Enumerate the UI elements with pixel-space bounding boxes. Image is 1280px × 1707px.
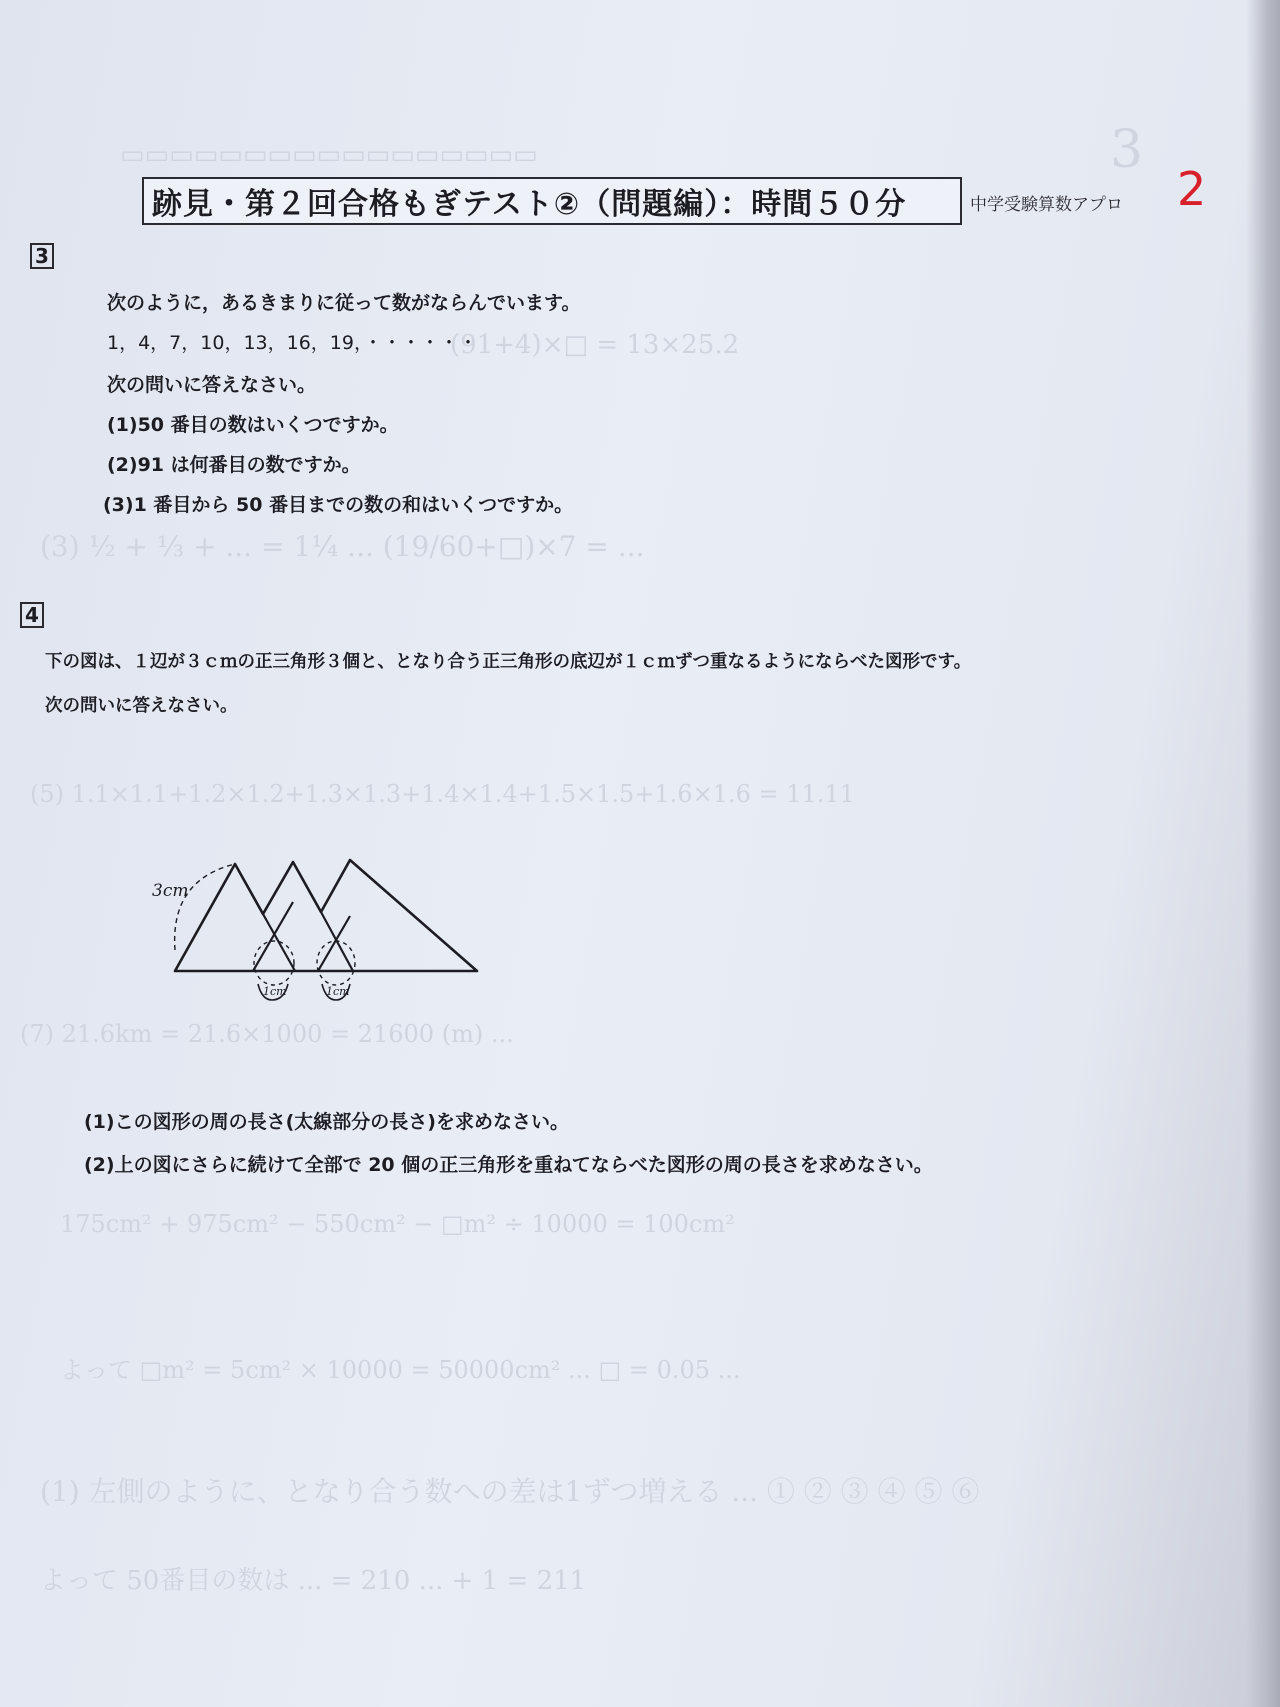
- question-3-number: 3: [30, 243, 54, 269]
- page-title-box: [142, 177, 962, 225]
- bleed-through-text: 175cm² + 975cm² − 550cm² − □m² ÷ 10000 = 100cm²: [60, 1210, 735, 1238]
- q3-item-1: (1)50 番目の数はいくつですか。: [107, 414, 399, 436]
- inner-side-2: [253, 902, 293, 971]
- bleed-through-text: (7) 21.6km = 21.6×1000 = 21600 (m) ...: [20, 1020, 514, 1048]
- bleed-through-text: よって □m² = 5cm² × 10000 = 50000cm² ... □ = 0.05 ...: [60, 1356, 741, 1384]
- q4-intro-line-1: 下の図は、１辺が３ｃｍの正三角形３個と、となり合う正三角形の底辺が１ｃｍずつ重なるようにならべた図形です。: [45, 652, 972, 672]
- side-dimension-arc: [175, 864, 235, 950]
- overlap-length-label-1: 1cm: [263, 985, 287, 998]
- question-4-number: 4: [20, 602, 44, 628]
- page-title: 跡見・第２回合格もぎテスト②（問題編）：時間５０分: [152, 187, 907, 222]
- bleed-through-text: (3) ½ + ⅓ + ... = 1¼ ... (19/60+□)×7 = ...: [40, 530, 645, 563]
- publisher-label: 中学受験算数アプロ: [970, 195, 1123, 215]
- page-number: 2: [1177, 162, 1207, 216]
- q4-item-2: (2)上の図にさらに続けて全部で 20 個の正三角形を重ねてならべた図形の周の長さを求めなさい。: [84, 1154, 933, 1176]
- page-edge-shadow: [1246, 0, 1280, 1707]
- q4-intro-line-2: 次の問いに答えなさい。: [45, 696, 238, 716]
- q4-item-1: (1)この図形の周の長さ(太線部分の長さ)を求めなさい。: [84, 1111, 569, 1133]
- q3-item-2: (2)91 は何番目の数ですか。: [107, 454, 361, 476]
- bleed-through-text: (1) 左側のように、となり合う数への差は1ずつ増える ... ① ② ③ ④ ⑤ ⑥: [40, 1475, 980, 1508]
- bleed-through-text: 3: [1110, 120, 1144, 180]
- overlap-marker-1: [254, 941, 294, 985]
- bleed-through-text: (91+4)×□ = 13×25.2: [450, 330, 740, 360]
- q3-item-3: (3)1 番目から 50 番目までの数の和はいくつですか。: [103, 494, 574, 516]
- figure-perimeter: [175, 860, 477, 971]
- bleed-through-text: ▭▭▭▭▭▭▭▭▭▭▭▭▭▭▭▭▭: [120, 140, 538, 170]
- triangle-figure: [150, 850, 500, 1020]
- q3-instruction: 次の問いに答えなさい。: [107, 374, 317, 396]
- bleed-through-text: (5) 1.1×1.1+1.2×1.2+1.3×1.3+1.4×1.4+1.5×1.5+1.6×1.6 = 11.11: [30, 780, 855, 808]
- bleed-through-text: よって 50番目の数は ... = 210 ... + 1 = 211: [40, 1566, 587, 1596]
- q3-intro: 次のように，あるきまりに従って数がならんでいます。: [107, 292, 581, 314]
- q3-sequence: 1，4，7，10，13，16，19，・・・・・・: [107, 332, 478, 354]
- side-length-label: 3cm: [152, 881, 189, 901]
- overlap-length-label-2: 1cm: [326, 985, 350, 998]
